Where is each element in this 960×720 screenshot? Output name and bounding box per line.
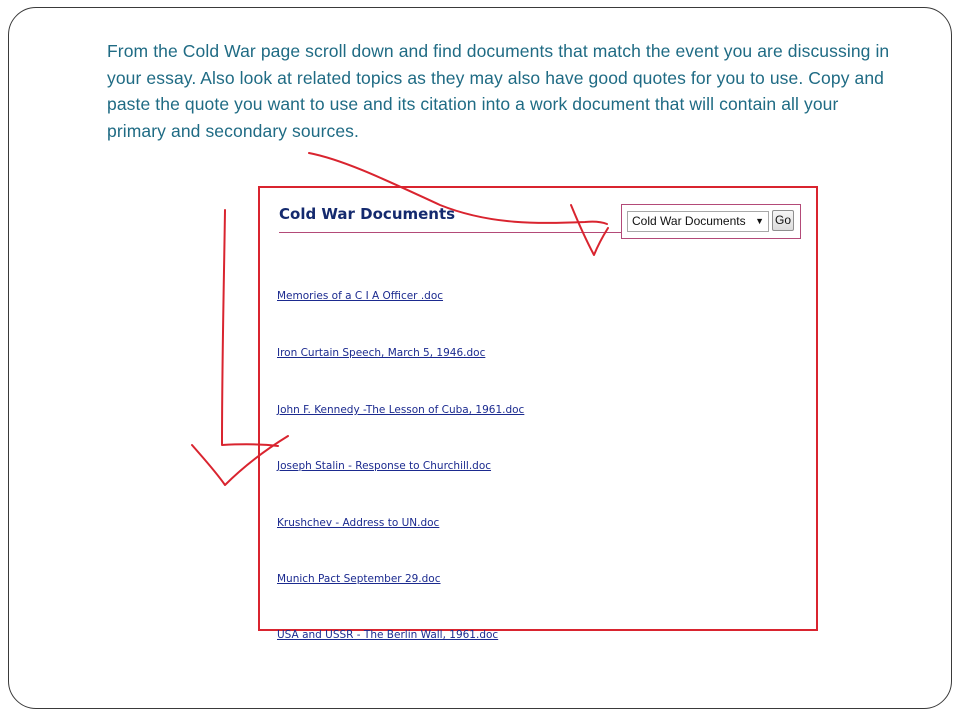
document-link-berlin-wall[interactable]: USA and USSR - The Berlin Wall, 1961.doc xyxy=(277,629,499,641)
document-link-iron-curtain[interactable]: Iron Curtain Speech, March 5, 1946.doc xyxy=(277,347,486,359)
topic-select-value: Cold War Documents xyxy=(632,214,746,228)
list-item xyxy=(277,400,524,418)
list-item xyxy=(277,286,443,304)
chevron-down-icon: ▼ xyxy=(755,216,764,226)
instruction-text: From the Cold War page scroll down and find documents that match the event you are discussing in your essay. Also look at related topics as they may also have good quotes for you to use. Copy and paste the quote you want to use and its citation into a work document that will contain all your primary and secondary sources. xyxy=(107,41,890,141)
document-link-stalin-response[interactable]: Joseph Stalin - Response to Churchill.doc xyxy=(277,460,492,472)
list-item xyxy=(277,625,498,643)
topic-navigation xyxy=(621,204,801,239)
document-link-kennedy-cuba[interactable]: John F. Kennedy -The Lesson of Cuba, 1961.doc xyxy=(277,404,525,416)
list-item xyxy=(277,343,485,361)
page-title: Cold War Documents xyxy=(279,205,456,223)
list-item xyxy=(277,513,439,531)
document-link-krushchev-un[interactable]: Krushchev - Address to UN.doc xyxy=(277,517,440,529)
list-item xyxy=(277,569,441,587)
title-divider xyxy=(279,232,621,233)
go-button[interactable]: Go xyxy=(772,210,794,231)
cold-war-page-screenshot xyxy=(258,186,818,641)
topic-select[interactable] xyxy=(627,211,769,232)
document-link-munich-pact[interactable]: Munich Pact September 29.doc xyxy=(277,573,441,585)
list-item xyxy=(277,456,491,474)
document-link-cia-officer[interactable]: Memories of a C I A Officer .doc xyxy=(277,290,444,302)
